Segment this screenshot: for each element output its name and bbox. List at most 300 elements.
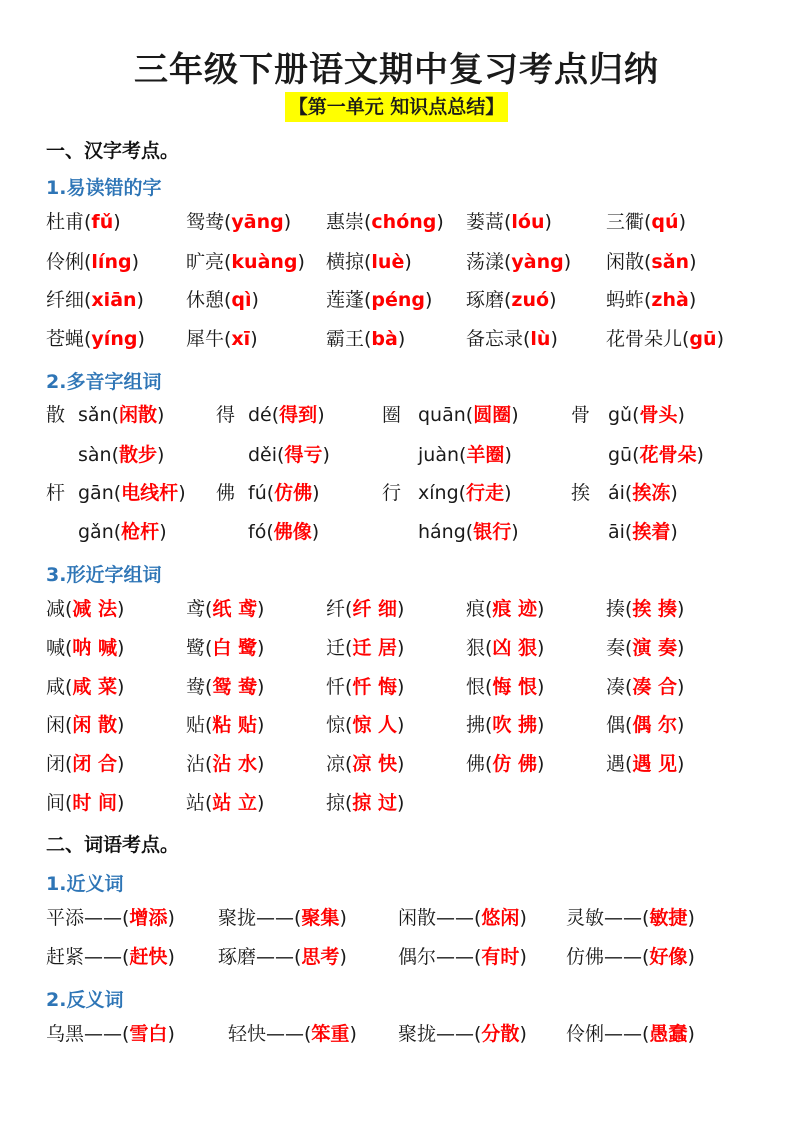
prompt-text: ) [297, 251, 305, 273]
prompt-text: ) [511, 404, 519, 426]
polyphone-item [608, 400, 685, 430]
polyphone-char: 行 [382, 482, 402, 504]
prompt-text: 霸王( [326, 328, 372, 350]
polyphone-char: 挨 [571, 482, 591, 504]
answer-text: gū [689, 328, 717, 350]
easy-chars-item [46, 207, 121, 237]
answer-text: 吹 拂 [492, 714, 538, 736]
prompt-text: 犀牛( [186, 328, 232, 350]
prompt-text: ) [687, 946, 695, 968]
prompt-text: ) [178, 482, 186, 504]
easy-chars-row [0, 207, 793, 237]
prompt-text: ) [677, 714, 685, 736]
prompt-text: ) [311, 521, 320, 543]
similar-chars-row [0, 749, 793, 779]
prompt-text: 减( [46, 598, 73, 620]
answer-text: 思考 [301, 946, 340, 968]
answer-text: 得亏 [284, 444, 323, 466]
prompt-text: ) [519, 907, 527, 929]
prompt-text: ) [136, 289, 144, 311]
prompt-text: ) [157, 444, 165, 466]
answer-text: 羊圈 [466, 444, 505, 466]
prompt-text: ) [257, 676, 265, 698]
prompt-text: ) [397, 598, 405, 620]
prompt-text: 莲蓬( [326, 289, 372, 311]
pinyin-text: sǎn( [78, 404, 119, 426]
prompt-text: ) [117, 676, 125, 698]
similar-chars-item [186, 633, 264, 663]
prompt-text: ) [257, 753, 265, 775]
answer-text: 挨冻 [632, 482, 671, 504]
prompt-text: 忏( [326, 676, 353, 698]
answer-text: 咸 菜 [72, 676, 118, 698]
similar-chars-item [186, 788, 264, 818]
answer-text: 银行 [473, 521, 512, 543]
similar-chars-item [46, 788, 124, 818]
pinyin-text: sàn( [78, 444, 119, 466]
prompt-text: 赶紧——( [46, 946, 130, 968]
similar-chars-item [186, 710, 264, 740]
prompt-text: 杜甫( [46, 211, 92, 233]
answer-text: 站 立 [212, 792, 258, 814]
prompt-text: 乌黑——( [46, 1023, 130, 1045]
prompt-text: ) [670, 521, 678, 543]
prompt-text: 灵敏——( [566, 907, 650, 929]
prompt-text: 旷亮( [186, 251, 232, 273]
prompt-text: ) [689, 251, 697, 273]
answer-text: fǔ [91, 211, 114, 233]
similar-chars-item [606, 749, 684, 779]
similar-chars-item [606, 672, 684, 702]
prompt-text: 休憩( [186, 289, 232, 311]
polyphone-item [78, 400, 164, 430]
prompt-text: ) [312, 482, 320, 504]
prompt-text: 贴( [186, 714, 213, 736]
prompt-text: ) [117, 598, 125, 620]
answer-text: 愚蠢 [649, 1023, 688, 1045]
prompt-text: ) [397, 792, 405, 814]
similar-chars-item [326, 749, 404, 779]
similar-chars-item [606, 594, 684, 624]
answer-text: yíng [91, 328, 138, 350]
similar-chars-row [0, 672, 793, 702]
prompt-text: ) [537, 598, 545, 620]
answer-text: 赶快 [129, 946, 168, 968]
answer-text: 雪白 [129, 1023, 168, 1045]
similar-chars-heading: 3.形近字组词 [46, 564, 162, 586]
synonym-item [46, 942, 175, 972]
prompt-text: 三衢( [606, 211, 652, 233]
prompt-text: ) [537, 676, 545, 698]
polyphone-row [0, 400, 793, 430]
synonym-item [566, 903, 695, 933]
prompt-text: 伶俐( [46, 251, 92, 273]
answer-text: 有时 [481, 946, 520, 968]
synonym-item [398, 942, 527, 972]
prompt-text: ) [322, 444, 330, 466]
prompt-text: ) [113, 211, 121, 233]
pinyin-text: juàn( [418, 444, 467, 466]
prompt-text: 佛( [466, 753, 493, 775]
answer-text: 挨 揍 [632, 598, 678, 620]
pinyin-text: gǎn( [78, 521, 122, 543]
pinyin-text: ái( [608, 482, 633, 504]
antonym-row [0, 1019, 793, 1049]
prompt-text: 平添——( [46, 907, 130, 929]
prompt-text: 闲散——( [398, 907, 482, 929]
similar-chars-item [326, 710, 404, 740]
prompt-text: ) [137, 328, 145, 350]
similar-chars-item [46, 710, 124, 740]
prompt-text: 惠崇( [326, 211, 372, 233]
answer-text: 粘 贴 [212, 714, 258, 736]
answer-text: yāng [231, 211, 284, 233]
prompt-text: ) [677, 404, 685, 426]
prompt-text: ) [677, 637, 685, 659]
page-title: 三年级下册语文期中复习考点归纳 [134, 50, 659, 90]
prompt-text: 仿佛——( [566, 946, 650, 968]
polyphone-item [418, 400, 519, 430]
answer-text: 鸳 鸯 [212, 676, 258, 698]
similar-chars-item [606, 633, 684, 663]
answer-text: 聚集 [301, 907, 340, 929]
prompt-text: ) [117, 753, 125, 775]
prompt-text: ) [257, 637, 265, 659]
answer-text: líng [91, 251, 132, 273]
prompt-text: ) [549, 289, 557, 311]
pinyin-text: háng( [418, 521, 474, 543]
synonym-row [0, 942, 793, 972]
easy-chars-item [326, 247, 412, 277]
answer-text: 凑 合 [632, 676, 678, 698]
prompt-text: 掠( [326, 792, 353, 814]
prompt-text: 蒌蒿( [466, 211, 512, 233]
easy-chars-row [0, 324, 793, 354]
easy-chars-item [186, 324, 258, 354]
prompt-text: ) [157, 404, 165, 426]
prompt-text: ) [425, 289, 433, 311]
answer-text: xī [231, 328, 251, 350]
answer-text: péng [371, 289, 426, 311]
prompt-text: ) [339, 946, 347, 968]
prompt-text: 闲散( [606, 251, 652, 273]
synonym-row [0, 903, 793, 933]
unit-subtitle: 【第一单元 知识点总结】 [285, 92, 509, 122]
easy-chars-item [606, 285, 696, 315]
answer-text: xiān [91, 289, 137, 311]
answer-text: 减 法 [72, 598, 118, 620]
prompt-text: 奏( [606, 637, 633, 659]
similar-chars-row [0, 594, 793, 624]
pinyin-text: gǔ( [608, 404, 640, 426]
polyphone-item [78, 517, 167, 547]
prompt-text: 鸢( [186, 598, 213, 620]
similar-chars-row [0, 710, 793, 740]
prompt-text: ) [678, 211, 686, 233]
pinyin-text: xíng( [418, 482, 467, 504]
answer-text: lù [530, 328, 551, 350]
answer-text: sǎn [651, 251, 690, 273]
prompt-text: ) [511, 521, 519, 543]
answer-text: 呐 喊 [72, 637, 118, 659]
prompt-text: 狠( [466, 637, 493, 659]
answer-text: qì [231, 289, 252, 311]
prompt-text: 鸳鸯( [186, 211, 232, 233]
pinyin-text: děi( [248, 444, 285, 466]
answer-text: zuó [511, 289, 550, 311]
polyphone-heading: 2.多音字组词 [46, 371, 162, 393]
answer-text: 挨着 [632, 521, 671, 543]
prompt-text: ) [670, 482, 678, 504]
prompt-text: ) [519, 1023, 527, 1045]
polyphone-char: 骨 [571, 404, 591, 426]
similar-chars-item [466, 633, 544, 663]
prompt-text: 咸( [46, 676, 73, 698]
synonym-item [398, 903, 527, 933]
antonym-item [398, 1019, 527, 1049]
prompt-text: 站( [186, 792, 213, 814]
answer-text: 闲散 [119, 404, 158, 426]
prompt-text: 纤细( [46, 289, 92, 311]
polyphone-item [418, 478, 511, 508]
similar-chars-item [46, 633, 124, 663]
prompt-text: ) [550, 328, 558, 350]
similar-chars-item [466, 749, 544, 779]
easy-chars-item [186, 247, 305, 277]
prompt-text: 揍( [606, 598, 633, 620]
easy-chars-item [326, 285, 432, 315]
similar-chars-item [186, 672, 264, 702]
easy-chars-item [466, 324, 558, 354]
prompt-text: ) [397, 714, 405, 736]
prompt-text: ) [283, 211, 292, 233]
answer-text: 圆圈 [473, 404, 512, 426]
polyphone-char: 得 [216, 404, 236, 426]
answer-text: luè [371, 251, 405, 273]
similar-chars-item [466, 594, 544, 624]
easy-chars-item [326, 207, 444, 237]
answer-text: 行走 [466, 482, 505, 504]
prompt-text: 偶( [606, 714, 633, 736]
answer-text: zhà [651, 289, 689, 311]
prompt-text: 间( [46, 792, 73, 814]
prompt-text: 荡漾( [466, 251, 512, 273]
similar-chars-item [46, 594, 124, 624]
polyphone-item [78, 478, 186, 508]
prompt-text: 拂( [466, 714, 493, 736]
prompt-text: ) [537, 753, 545, 775]
answer-text: 散步 [119, 444, 158, 466]
prompt-text: 鹭( [186, 637, 213, 659]
prompt-text: ) [504, 444, 512, 466]
prompt-text: ) [687, 1023, 695, 1045]
prompt-text: ) [544, 211, 552, 233]
similar-chars-row [0, 788, 793, 818]
prompt-text: ) [677, 598, 685, 620]
easy-chars-row [0, 285, 793, 315]
polyphone-item [608, 517, 678, 547]
answer-text: 悔 恨 [492, 676, 538, 698]
prompt-text: 恨( [466, 676, 493, 698]
polyphone-item [248, 478, 320, 508]
prompt-text: ) [257, 792, 265, 814]
similar-chars-item [466, 672, 544, 702]
prompt-text: ) [250, 328, 258, 350]
easy-chars-item [606, 247, 697, 277]
pinyin-text: āi( [608, 521, 633, 543]
answer-text: qú [651, 211, 679, 233]
polyphone-item [418, 440, 512, 470]
prompt-text: 聚拢——( [218, 907, 302, 929]
pinyin-text: fó( [248, 521, 274, 543]
prompt-text: ) [677, 753, 685, 775]
pinyin-text: quān( [418, 404, 474, 426]
answer-text: kuàng [231, 251, 298, 273]
answer-text: 白 鹭 [212, 637, 258, 659]
similar-chars-item [326, 672, 404, 702]
antonym-item [566, 1019, 695, 1049]
prompt-text: 惊( [326, 714, 353, 736]
answer-text: 遇 见 [632, 753, 678, 775]
answer-text: 得到 [279, 404, 318, 426]
prompt-text: ) [117, 792, 125, 814]
answer-text: 骨头 [639, 404, 678, 426]
answer-text: 凶 狠 [492, 637, 538, 659]
polyphone-row [0, 440, 793, 470]
prompt-text: ) [131, 251, 139, 273]
prompt-text: ) [167, 1023, 175, 1045]
answer-text: 敏捷 [649, 907, 688, 929]
prompt-text: ) [167, 946, 175, 968]
polyphone-row [0, 517, 793, 547]
polyphone-char: 杆 [46, 482, 66, 504]
answer-text: 闲 散 [72, 714, 118, 736]
prompt-text: ) [257, 598, 265, 620]
prompt-text: ) [537, 637, 545, 659]
easy-chars-item [606, 324, 724, 354]
answer-text: 佛像 [273, 521, 312, 543]
prompt-text: 闲( [46, 714, 73, 736]
prompt-text: ) [397, 676, 405, 698]
prompt-text: ) [504, 482, 512, 504]
answer-text: 悠闲 [481, 907, 520, 929]
prompt-text: ) [436, 211, 444, 233]
answer-text: 笨重 [311, 1023, 350, 1045]
similar-chars-item [186, 749, 264, 779]
prompt-text: ) [696, 444, 704, 466]
answer-text: lóu [511, 211, 545, 233]
answer-text: 仿 佛 [492, 753, 538, 775]
polyphone-item [418, 517, 519, 547]
prompt-text: ) [677, 676, 685, 698]
polyphone-char: 圈 [382, 404, 402, 426]
polyphone-row [0, 478, 793, 508]
prompt-text: ) [339, 907, 347, 929]
prompt-text: 迁( [326, 637, 353, 659]
prompt-text: 闭( [46, 753, 73, 775]
answer-text: 沾 水 [212, 753, 258, 775]
answer-text: 掠 过 [352, 792, 398, 814]
polyphone-item [608, 440, 704, 470]
answer-text: 凉 快 [352, 753, 398, 775]
easy-chars-item [46, 285, 144, 315]
pinyin-text: gū( [608, 444, 640, 466]
answer-text: yàng [511, 251, 564, 273]
prompt-text: 琢磨( [466, 289, 512, 311]
easy-chars-heading: 1.易读错的字 [46, 177, 162, 199]
polyphone-char: 散 [46, 404, 66, 426]
prompt-text: ) [537, 714, 545, 736]
prompt-text: 轻快——( [228, 1023, 312, 1045]
prompt-text: 伶俐——( [566, 1023, 650, 1045]
polyphone-item [78, 440, 164, 470]
answer-text: 花骨朵 [639, 444, 697, 466]
answer-text: 枪杆 [121, 521, 160, 543]
prompt-text: 横掠( [326, 251, 372, 273]
polyphone-item [248, 400, 325, 430]
answer-text: chóng [371, 211, 437, 233]
easy-chars-item [466, 285, 556, 315]
similar-chars-item [326, 594, 404, 624]
prompt-text: 琢磨——( [218, 946, 302, 968]
prompt-text: 遇( [606, 753, 633, 775]
prompt-text: ) [167, 907, 175, 929]
prompt-text: 苍蝇( [46, 328, 92, 350]
answer-text: bà [371, 328, 398, 350]
prompt-text: 花骨朵儿( [606, 328, 690, 350]
synonym-item [46, 903, 175, 933]
prompt-text: ) [251, 289, 259, 311]
similar-chars-item [46, 672, 124, 702]
easy-chars-item [186, 207, 291, 237]
easy-chars-item [466, 207, 552, 237]
answer-text: 偶 尔 [632, 714, 678, 736]
similar-chars-item [606, 710, 684, 740]
similar-chars-row [0, 633, 793, 663]
answer-text: 演 奏 [632, 637, 678, 659]
section1-heading: 一、汉字考点。 [46, 140, 180, 162]
prompt-text: ) [688, 289, 697, 311]
similar-chars-item [46, 749, 124, 779]
answer-text: 仿佛 [274, 482, 313, 504]
answer-text: 电线杆 [121, 482, 179, 504]
prompt-text: 沾( [186, 753, 213, 775]
prompt-text: ) [397, 328, 406, 350]
antonym-item [46, 1019, 175, 1049]
antonym-item [228, 1019, 357, 1049]
prompt-text: 纤( [326, 598, 353, 620]
answer-text: 好像 [649, 946, 688, 968]
prompt-text: 聚拢——( [398, 1023, 482, 1045]
answer-text: 痕 迹 [492, 598, 538, 620]
similar-chars-item [326, 788, 404, 818]
prompt-text: ) [117, 714, 125, 736]
prompt-text: 痕( [466, 598, 493, 620]
prompt-text: 喊( [46, 637, 73, 659]
answer-text: 惊 人 [352, 714, 398, 736]
prompt-text: ) [397, 637, 405, 659]
prompt-text: ) [349, 1023, 357, 1045]
prompt-text: ) [397, 753, 405, 775]
polyphone-item [248, 440, 330, 470]
prompt-text: ) [117, 637, 125, 659]
easy-chars-item [46, 324, 145, 354]
easy-chars-item [326, 324, 405, 354]
answer-text: 纤 细 [352, 598, 398, 620]
synonym-item [218, 942, 347, 972]
answer-text: 迁 居 [352, 637, 398, 659]
polyphone-item [608, 478, 678, 508]
